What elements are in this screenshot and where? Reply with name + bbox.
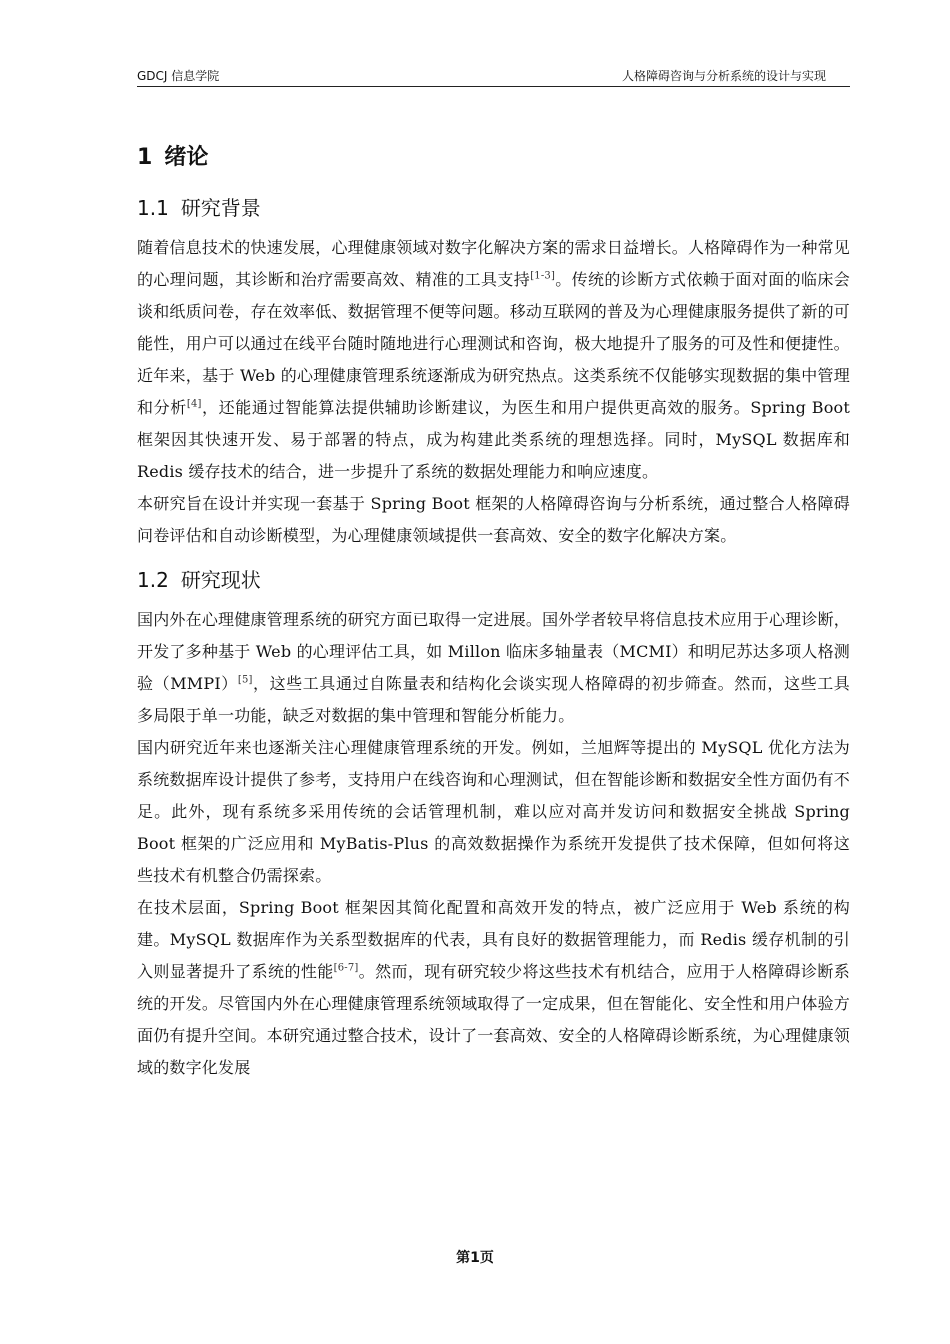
- paragraph-text: ，还能通过智能算法提供辅助诊断建议，为医生和用户提供更高效的服务。Spring Boot 框架因其快速开发、易于部署的特点，成为构建此类系统的理想选择。同时，MySQL 数据库和 Redis 缓存技术的结合，进一步提升了系统的数据处理能力和响应速度。: [137, 398, 851, 481]
- chapter-number: 1: [137, 145, 153, 170]
- citation: [4]: [186, 398, 202, 410]
- citation: [6-7]: [333, 962, 359, 974]
- section-heading: [137, 188, 850, 228]
- section-heading: [137, 560, 850, 600]
- paragraph-text: 本研究旨在设计并实现一套基于 Spring Boot 框架的人格障碍咨询与分析系统，通过整合人格障碍问卷评估和自动诊断模型，为心理健康领域提供一套高效、安全的数字化解决方案。: [137, 494, 850, 545]
- paragraph-text: 在技术层面，Spring Boot 框架因其简化配置和高效开发的特点，被广泛应用于 Web 系统的构建。MySQL 数据库作为关系型数据库的代表，具有良好的数据管理能力，而 Redis 缓存机制的引入则显著提升了系统的性能: [137, 898, 850, 981]
- chapter-heading: [137, 136, 850, 180]
- running-header: [137, 66, 850, 87]
- paragraph-text: 。传统的诊断方式依赖于面对面的临床会谈和纸质问卷，存在效率低、数据管理不便等问题。移动互联网的普及为心理健康服务提供了新的可能性，用户可以通过在线平台随时随地进行心理测试和咨询，极大地提升了服务的可及性和便捷性。: [137, 270, 850, 353]
- paragraph: [137, 360, 850, 488]
- page-body: [137, 136, 850, 1084]
- paragraph-text: 。然而，现有研究较少将这些技术有机结合，应用于人格障碍诊断系统的开发。尽管国内外在心理健康管理系统领域取得了一定成果，但在智能化、安全性和用户体验方面仍有提升空间。本研究通过整合技术，设计了一套高效、安全的人格障碍诊断系统，为心理健康领域的数字化发展: [137, 962, 850, 1077]
- section-title: 研究背景: [180, 196, 261, 220]
- paragraph: [137, 604, 850, 732]
- header-thesis-title: 人格障碍咨询与分析系统的设计与实现: [621, 69, 826, 83]
- paragraph-text: 国内外在心理健康管理系统的研究方面已取得一定进展。国外学者较早将信息技术应用于心理诊断，开发了多种基于 Web 的心理评估工具，如 Millon 临床多轴量表（MCMI）和明尼苏达多项人格测验（MMPI）: [137, 610, 850, 693]
- paragraph: [137, 232, 850, 360]
- section-number: 1.1: [137, 196, 169, 220]
- section-number: 1.2: [137, 568, 169, 592]
- section-title: 研究现状: [180, 568, 261, 592]
- chapter-title: 绪论: [164, 145, 209, 170]
- paragraph: [137, 488, 850, 552]
- paragraph: [137, 892, 850, 1084]
- paragraph-text: 国内研究近年来也逐渐关注心理健康管理系统的开发。例如，兰旭辉等提出的 MySQL 优化方法为系统数据库设计提供了参考，支持用户在线咨询和心理测试，但在智能诊断和数据安全性方面仍有不足。此外，现有系统多采用传统的会话管理机制，难以应对高并发访问和数据安全挑战 Spring Boot 框架的广泛应用和 MyBatis-Plus 的高效数据操作为系统开发提供了技术保障，但如何将这些技术有机整合仍需探索。: [137, 738, 850, 885]
- paragraph: [137, 732, 850, 892]
- page-number: 第1页: [456, 1250, 494, 1266]
- citation: [5]: [237, 674, 253, 686]
- citation: [1-3]: [530, 270, 556, 282]
- paragraph-text: ，这些工具通过自陈量表和结构化会谈实现人格障碍的初步筛查。然而，这些工具多局限于单一功能，缺乏对数据的集中管理和智能分析能力。: [137, 674, 850, 725]
- header-institution: GDCJ 信息学院: [137, 69, 220, 83]
- paragraph-text: 近年来，基于 Web 的心理健康管理系统逐渐成为研究热点。这类系统不仅能够实现数据的集中管理和分析: [137, 366, 850, 417]
- paragraph-text: 随着信息技术的快速发展，心理健康领域对数字化解决方案的需求日益增长。人格障碍作为一种常见的心理问题，其诊断和治疗需要高效、精准的工具支持: [137, 238, 850, 289]
